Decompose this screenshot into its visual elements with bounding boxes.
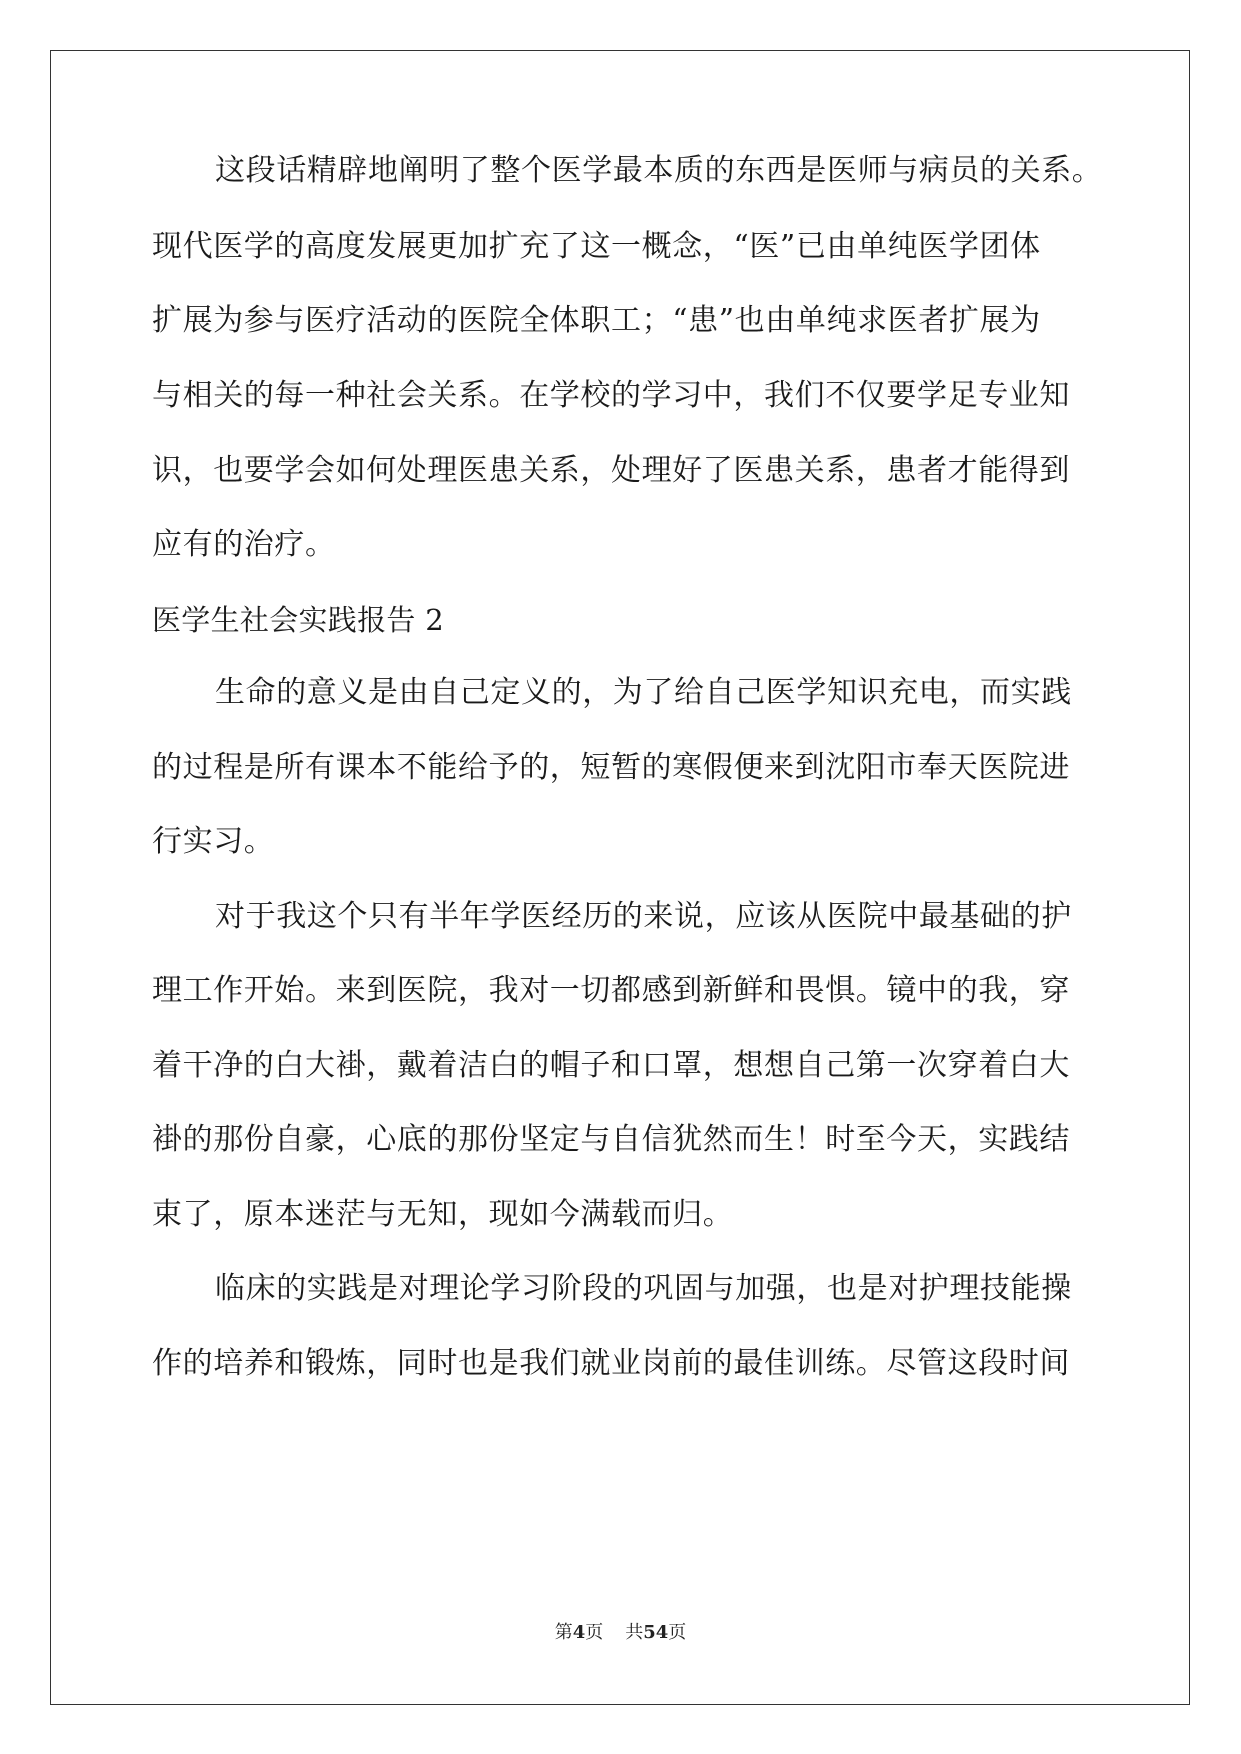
- page-border: [50, 50, 1190, 1705]
- paragraph-4-line-2: 作的培养和锻炼，同时也是我们就业岗前的最佳训练。尽管这段时间: [152, 1346, 1070, 1381]
- paragraph-3-line-5: 束了，原本迷茫与无知，现如今满载而归。: [152, 1197, 734, 1232]
- paragraph-4-line-1: 临床的实践是对理论学习阶段的巩固与加强，也是对护理技能操: [215, 1271, 1072, 1306]
- page-number: 4: [572, 1622, 586, 1643]
- paragraph-3-line-3: 着干净的白大褂，戴着洁白的帽子和口罩，想想自己第一次穿着白大: [152, 1048, 1070, 1083]
- paragraph-3-line-4: 褂的那份自豪，心底的那份坚定与自信犹然而生！时至今天，实践结: [152, 1122, 1070, 1157]
- paragraph-2-line-1: 生命的意义是由自己定义的，为了给自己医学知识充电，而实践: [215, 675, 1072, 710]
- paragraph-1-line-5: 识，也要学会如何处理医患关系，处理好了医患关系，患者才能得到: [152, 453, 1070, 488]
- paragraph-1-line-3: 扩展为参与医疗活动的医院全体职工；“患”也由单纯求医者扩展为: [152, 303, 1041, 338]
- page-prefix: 第: [554, 1622, 573, 1643]
- page-footer: [0, 1621, 1241, 1645]
- paragraph-2-line-3: 行实习。: [152, 824, 275, 859]
- paragraph-1-line-1: 这段话精辟地阐明了整个医学最本质的东西是医师与病员的关系。: [215, 153, 1103, 188]
- page-suffix: 页: [585, 1622, 604, 1643]
- paragraph-3-line-1: 对于我这个只有半年学医经历的来说，应该从医院中最基础的护: [215, 899, 1072, 934]
- paragraph-1-line-4: 与相关的每一种社会关系。在学校的学习中，我们不仅要学足专业知: [152, 378, 1070, 413]
- total-suffix: 页: [668, 1622, 687, 1643]
- paragraph-3-line-2: 理工作开始。来到医院，我对一切都感到新鲜和畏惧。镜中的我，穿: [152, 973, 1070, 1008]
- paragraph-2-line-2: 的过程是所有课本不能给予的，短暂的寒假便来到沈阳市奉天医院进: [152, 750, 1070, 785]
- section-heading: 医学生社会实践报告 2: [152, 603, 444, 637]
- paragraph-1-line-2: 现代医学的高度发展更加扩充了这一概念，“医”已由单纯医学团体: [152, 229, 1041, 264]
- total-prefix: 共: [625, 1622, 644, 1643]
- paragraph-1-line-6: 应有的治疗。: [152, 527, 336, 562]
- total-pages: 54: [643, 1622, 669, 1643]
